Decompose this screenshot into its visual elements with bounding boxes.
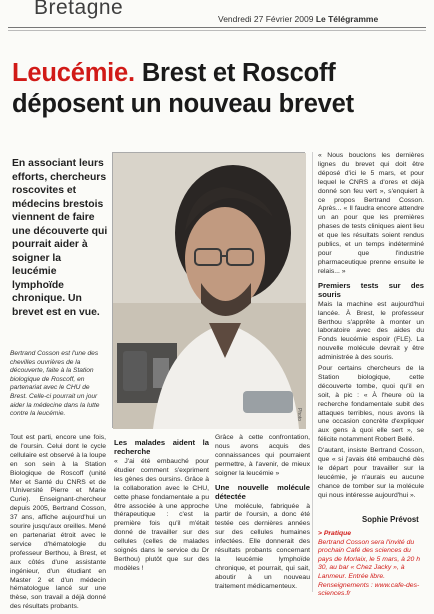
subhead-molecule: Une nouvelle molécule détectée: [215, 482, 310, 501]
column-4-text-1: Mais la machine est aujourd'hui lancée. À Brest, le professeur Berthou s'apprête à monter un laboratoire avec des aides du Fonds leucémie espoir (FLE). La nouvelle molécule devrait y être administrée à des souris.: [318, 300, 424, 362]
headline-kicker: Leucémie.: [12, 59, 135, 87]
top-rule: [8, 27, 426, 28]
publication-name: Le Télégramme: [315, 14, 379, 24]
article-column-4: [318, 152, 424, 503]
column-4-quote: « Nous bouclons les dernières lignes du brevet qui doit être déposé d'ici le 5 mars, et pour lequel le CNRS a d'ores et déjà donné son feu vert », s'enquiert à ce propos Bertrand Cosson. Après... « Il faudra encore attendre un an pour que les premières phases de tests cliniques aient lieu et que les résultats soient rendus publics, et un temps indéterminé pour que l'industrie pharmaceutique prenne ensuite le relais... »: [318, 152, 424, 275]
column-1-text: Tout est parti, encore une fois, de l'oursin. Celui dont le cycle cellulaire est observé à la loupe en son sein à la Station Biologique de Roscoff (unité Mer et Santé du CNRS et de l'Université Pierre et Marie Curie). Enseignant-chercheur depuis 2005, Bertrand Cosson, 37 ans, affiche aujourd'hui un sourire jusqu'aux oreilles. Mené en partenariat étroit avec le service d'hématologie du professeur Berthou, à Brest, et aux côtés d'une assistante ingénieur, d'un étudiant en Master 2 et d'un médecin hématologue lancé sur une thèse, son travail a déjà donné des résultats probants.: [10, 434, 106, 611]
date: Vendredi 27 Février 2009: [218, 14, 314, 24]
article-photo: [112, 152, 305, 428]
column-divider: [312, 152, 313, 592]
standfirst: En associant leurs efforts, chercheurs roscovites et médecins brestois viennent de faire une découverte qui pourrait aider à soigner la leucémie lymphoïde chronique. Un brevet est en vue.: [12, 158, 108, 318]
dateline: [218, 14, 378, 24]
pratique-text: Bertrand Cosson sera l'invité du prochain Café des sciences du pays de Morlaix, le 5 mars, à 20 h 30, au bar « Chez Jacky », à Lanmeur. Entrée libre. Renseignements : www.cafe-des-sciences.fr: [318, 538, 420, 598]
byline: Sophie Prévost: [362, 515, 419, 524]
column-3-text: Une molécule, fabriquée à partir de l'oursin, a donc été testée ces dernières années sur des cellules humaines infectées. Elle donnerait des résultats probants concernant la leucémie lymphoïde chronique, et pourrait, qui sait, aboutir à un nouveau traitement médicamenteux.: [215, 502, 310, 590]
column-3-intro: Grâce à cette confrontation, nous avons acquis des connaissances qui pourraient permettre, à l'avenir, de mieux soigner la leucémie »: [215, 434, 310, 477]
pratique-box: [318, 530, 426, 599]
top-rule-secondary: [8, 30, 426, 31]
section-label: Bretagne: [34, 0, 124, 19]
subhead-tests: Premiers tests sur des souris: [318, 280, 424, 299]
pratique-title: > Pratique: [318, 530, 352, 537]
article-column-1: [10, 434, 106, 614]
subhead-patients: Les malades aident la recherche: [114, 438, 209, 456]
article-column-2: [114, 434, 209, 576]
headline: [12, 58, 422, 120]
headline-main: Brest et Roscoff déposent un nouveau brevet: [12, 59, 354, 118]
column-2-text: « J'ai été embauché pour étudier comment s'expriment les gènes des oursins. Grâce à la collaboration avec le CHU, cette phase fondamentale a pu être associée à une approche thérapeutique : c'est la première fois qu'il m'était donné de travailler sur des cellules (celles de malades soignés dans le service du Dr Berthou) plutôt que sur des modèles !: [114, 458, 209, 572]
article-column-3: [215, 434, 310, 594]
photo-caption: Bertrand Cosson est l'une des chevilles ouvrières de la découverte, faite à la Station biologique de Roscoff, en partenariat avec le CHU de Brest. Celle-ci pourrait un jour aider la médecine dans la lutte contre la leucémie.: [10, 350, 100, 418]
researcher-portrait-illustration: [113, 153, 306, 429]
column-4-text-3: D'autant, insiste Bertrand Cosson, que « si j'avais été embauché dès le départ pour travailler sur la leucémie, je n'aurais eu aucune chance de tomber sur la molécule qui nous intéresse aujourd'hui ».: [318, 447, 424, 499]
photo-credit: Photo: [296, 407, 302, 421]
column-4-text-2: Pour certains chercheurs de la Station biologique, cette découverte tombe, quoi qu'il en soit, à pic : « À l'heure où la recherche fondamentale subit des attaques terribles, nous avons là une occasion concrète d'expliquer aux gens à quoi elle sert », se félicite notamment Robert Bellé.: [318, 365, 424, 444]
